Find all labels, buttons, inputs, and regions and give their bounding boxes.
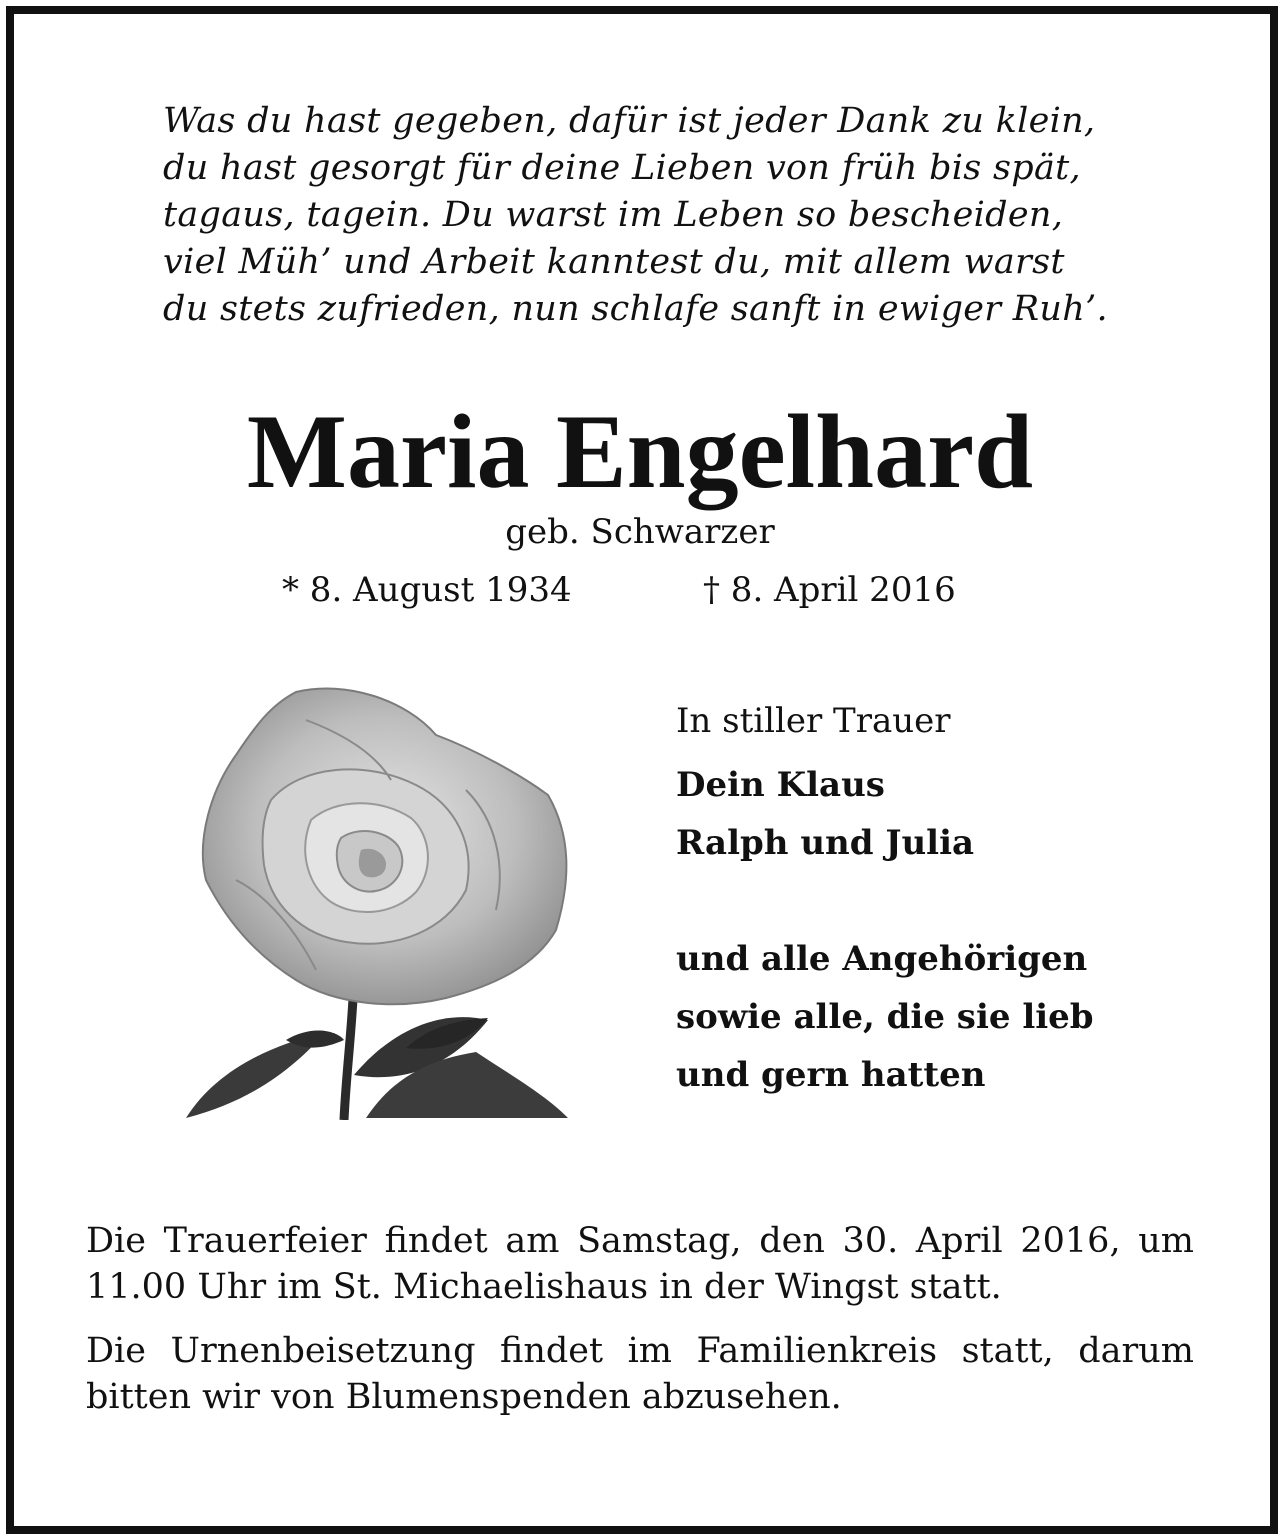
poem-line: du hast gesorgt für deine Lieben von früh bis spät,	[163, 148, 1081, 188]
mourner-closing: und alle Angehörigen	[676, 939, 1088, 979]
deceased-name: Maria Engelhard	[246, 393, 1034, 510]
mourner-closing: und gern hatten	[676, 1055, 986, 1095]
ceremony-notice: Die Trauerfeier findet am Samstag, den 30. April 2016, um 11.00 Uhr im St. Michaelishaus in der Wingst statt.	[86, 1221, 1194, 1307]
death-date: † 8. April 2016	[703, 570, 956, 610]
spacer	[676, 872, 1196, 930]
poem-line: du stets zufrieden, nun schlafe sanft in ewiger Ruh’.	[163, 289, 1108, 329]
mourners-block	[676, 692, 1196, 1104]
poem-line: tagaus, tagein. Du warst im Leben so bescheiden,	[163, 195, 1064, 235]
poem	[163, 98, 1203, 333]
mourning-intro: In stiller Trauer	[676, 701, 951, 741]
maiden-name: geb. Schwarzer	[505, 512, 775, 552]
mourner-name: Dein Klaus	[676, 765, 885, 805]
poem-line: Was du hast gegeben, dafür ist jeder Dank zu klein,	[163, 101, 1096, 141]
service-info	[86, 1218, 1194, 1438]
mourner-name: Ralph und Julia	[676, 823, 975, 863]
poem-line: viel Müh’ und Arbeit kanntest du, mit allem warst	[163, 242, 1065, 282]
life-dates	[0, 566, 1280, 616]
birth-date: * 8. August 1934	[282, 570, 572, 610]
burial-notice: Die Urnenbeisetzung findet im Familienkreis statt, darum bitten wir von Blumenspenden abzusehen.	[86, 1331, 1194, 1417]
mourner-closing: sowie alle, die sie lieb	[676, 997, 1094, 1037]
rose-icon	[176, 680, 586, 1120]
